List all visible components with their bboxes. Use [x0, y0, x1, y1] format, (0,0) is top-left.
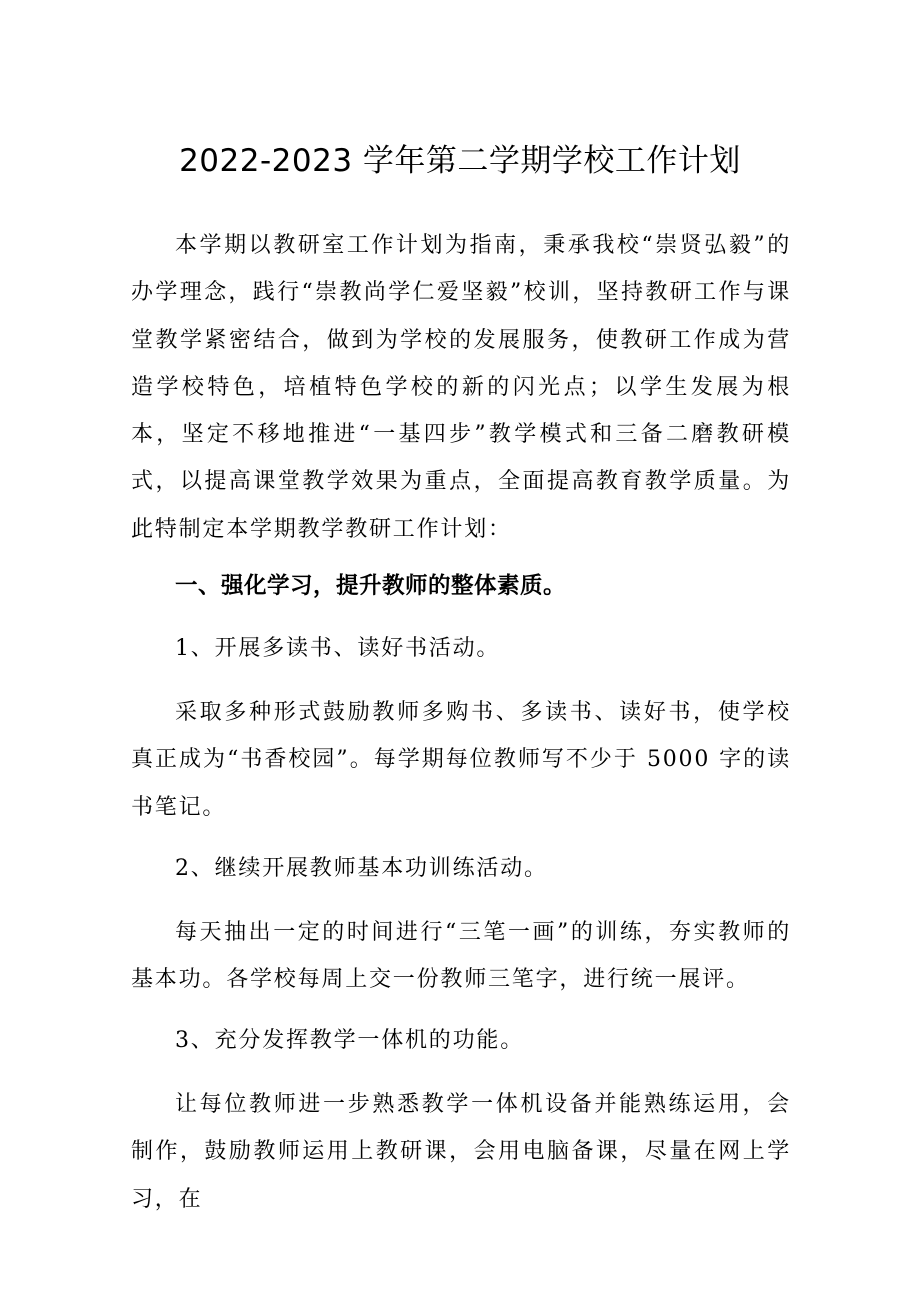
intro-paragraph: 本学期以教研室工作计划为指南，秉承我校“崇贤弘毅”的办学理念，践行“崇教尚学仁爱坚毅”校训，坚持教研工作与课堂教学紧密结合，做到为学校的发展服务，使教研工作成为营造学校特色，培植特色学校的新的闪光点；以学生发展为根本，坚定不移地推进“一基四步”教学模式和三备二磨教研模式，以提高课堂教学效果为重点，全面提高教育教学质量。为此特制定本学期教学教研工作计划： [131, 233, 791, 542]
document-title: 2022-2023 学年第二学期学校工作计划 [179, 143, 741, 179]
item-title-2: 2、继续开展教师基本功训练活动。 [175, 856, 548, 881]
section-heading: 一、强化学习，提升教师的整体素质。 [175, 573, 567, 599]
item-title-1: 1、开展多读书、读好书活动。 [175, 636, 501, 661]
item-body-2: 每天抽出一定的时间进行“三笔一画”的训练，夯实教师的基本功。各学校每周上交一份教师三笔字，进行统一展评。 [131, 920, 791, 993]
item-body-3: 让每位教师进一步熟悉教学一体机设备并能熟练运用，会制作，鼓励教师运用上教研课，会用电脑备课，尽量在网上学习，在 [131, 1092, 791, 1212]
item-title-3: 3、充分发挥教学一体机的功能。 [175, 1028, 524, 1053]
item-body-1: 采取多种形式鼓励教师多购书、多读书、读好书，使学校真正成为“书香校园”。每学期每位教师写不少于 5000 字的读书笔记。 [131, 700, 791, 820]
